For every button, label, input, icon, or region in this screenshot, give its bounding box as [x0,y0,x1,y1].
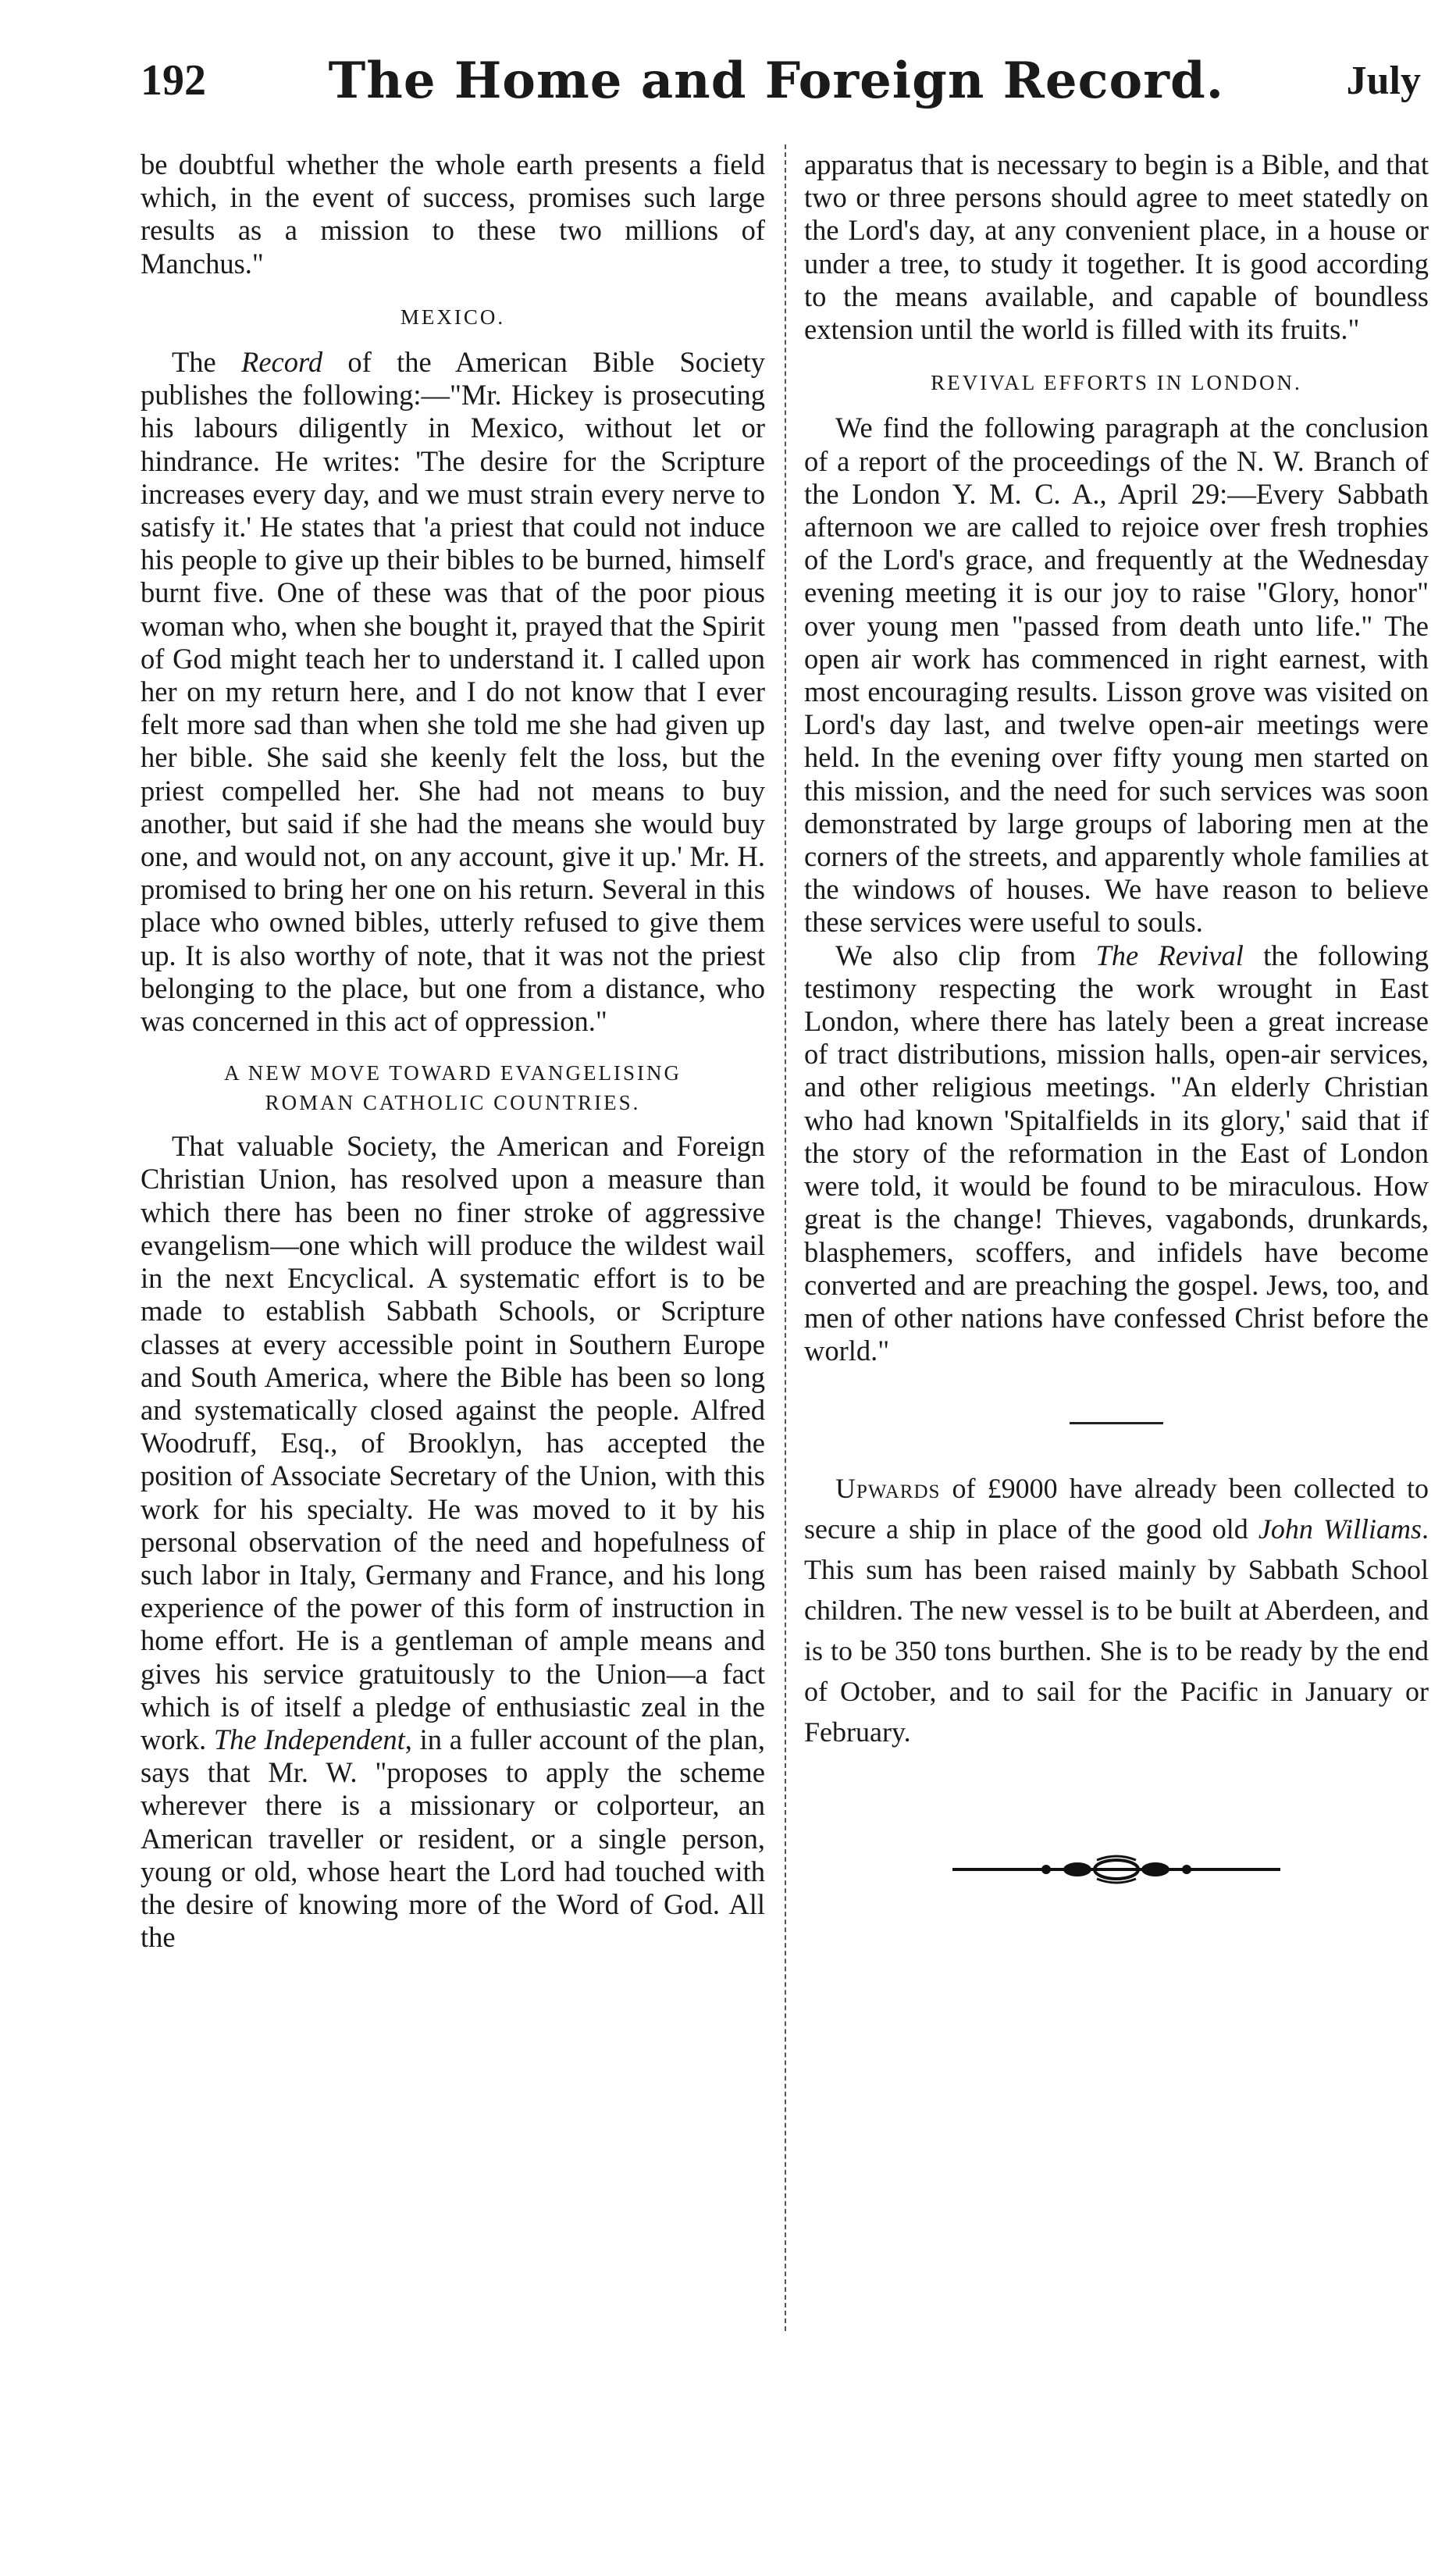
left-column [141,148,765,1954]
mexico-heading: MEXICO. [400,305,506,329]
journal-title: The Home and Foreign Record. [328,51,1224,110]
new-move-heading: A NEW MOVE TOWARD EVANGELISING ROMAN CATHOLIC COUNTRIES. [224,1061,682,1115]
issue-month: July [1346,58,1421,103]
revival-title: The Revival [1095,939,1244,971]
ship-notice-paragraph: Upwards of £9000 have already been collected to secure a ship in place of the good old John Williams. This sum has been raised mainly by Sabbath School children. The new vessel is to be built at Aberdeen, and is to be 350 tons burthen. She is to be ready by the end of October, and to sail for the Pacific in January or February. [804,1473,1429,1748]
record-title: Record [241,346,323,379]
continuation-paragraph: apparatus that is necessary to begin is a Bible, and that two or three persons should agree to meet statedly on the Lord's day, at any convenient place, in a house or under a tree, to study it together. It is good according to the means available, and capable of boundless extension until the world is filled with its fruits." [804,148,1429,346]
right-column [804,148,1429,1885]
page-number: 192 [141,56,206,105]
revival-paragraph-1: We find the following paragraph at the conclusion of a report of the proceedings of the N. W. Branch of the London Y. M. C. A., April 29:—Every Sabbath afternoon we are called to rejoice over fresh trophies of the Lord's grace, and frequently at the Wednesday evening meeting it is our joy to raise "Glory, honor" over young men "passed from death unto life." The open air work has commenced in right earnest, with most encouraging results. Lisson grove was visited on Lord's day last, and twelve open-air meetings were held. In the evening over fifty young men started on this mission, and the need for such services was soon demonstrated by large groups of laboring men at the corners of the streets, and apparently whole families at the windows of houses. We have reason to believe these services were useful to souls. [804,412,1429,939]
manchus-closing-paragraph: be doubtful whether the whole earth presents a field which, in the event of success, promises such large results as a mission to these two millions of Manchus." [141,148,765,280]
column-divider [785,144,788,2331]
ship-name: John Williams [1258,1513,1422,1545]
page-header [141,45,1421,116]
mexico-paragraph: The Record of the American Bible Society publishes the following:—"Mr. Hickey is prosecuting his labours diligently in Mexico, without let or hindrance. He writes: 'The desire for the Scripture increases every day, and we must strain every nerve to satisfy it.' He states that 'a priest that could not induce his people to give up their bibles to be burned, himself burnt five. One of these was that of the poor pious woman who, when she bought it, prayed that the Spirit of God might teach her to understand it. I called upon her on my return here, and I do not know that I ever felt more sad than when she told me she had given up her bible. She said she keenly felt the loss, but the priest compelled her. She had not means to buy another, but said if she had the means she would buy one, and would not, on any account, give it up.' Mr. H. promised to bring her one on his return. Several in this place who owned bibles, utterly refused to give them up. It is also worthy of note, that it was not the priest belonging to the place, but one from a distance, who was concerned in this act of oppression." [141,346,765,1038]
independent-title: The Independent [213,1723,405,1755]
revival-heading: REVIVAL EFFORTS IN LONDON. [931,371,1302,395]
ornament-divider [952,1854,1280,1885]
new-move-paragraph: That valuable Society, the American and Foreign Christian Union, has resolved upon a measure than which there has been no finer stroke of aggressive evangelism—one which will produce the wildest wail in the next Encyclical. A systematic effort is to be made to establish Sabbath Schools, or Scripture classes at every accessible point in Southern Europe and South America, where the Bible has been so long and systematically closed against the people. Alfred Woodruff, Esq., of Brooklyn, has accepted the position of Associate Secretary of the Union, with this work for his specialty. He was moved to it by his personal observation of the need and hopefulness of such labor in Italy, Germany and France, and his long experience of the power of this form of instruction in home effort. He is a gentleman of ample means and gives his service gratuitously to the Union—a fact which is of itself a pledge of enthusiastic zeal in the work. The Independent, in a fuller account of the plan, says that Mr. W. "proposes to apply the scheme wherever there is a missionary or colporteur, an American traveller or resident, or a single person, young or old, whose heart the Lord had touched with the desire of knowing more of the Word of God. All the [141,1130,766,1954]
revival-paragraph-2: We also clip from The Revival the following testimony respecting the work wrought in East London, where there has lately been a great increase of tract distributions, mission halls, open-air services, and other religious meetings. "An elderly Christian who had known 'Spitalfields in its glory,' said that if the story of the reformation in the East of London were told, it would be found to be miraculous. How great is the change! Thieves, vagabonds, drunkards, blasphemers, scoffers, and infidels have become converted and are preaching the gospel. Jews, too, and men of other nations have confessed Christ before the world." [804,939,1429,1367]
section-separator [1070,1422,1163,1424]
